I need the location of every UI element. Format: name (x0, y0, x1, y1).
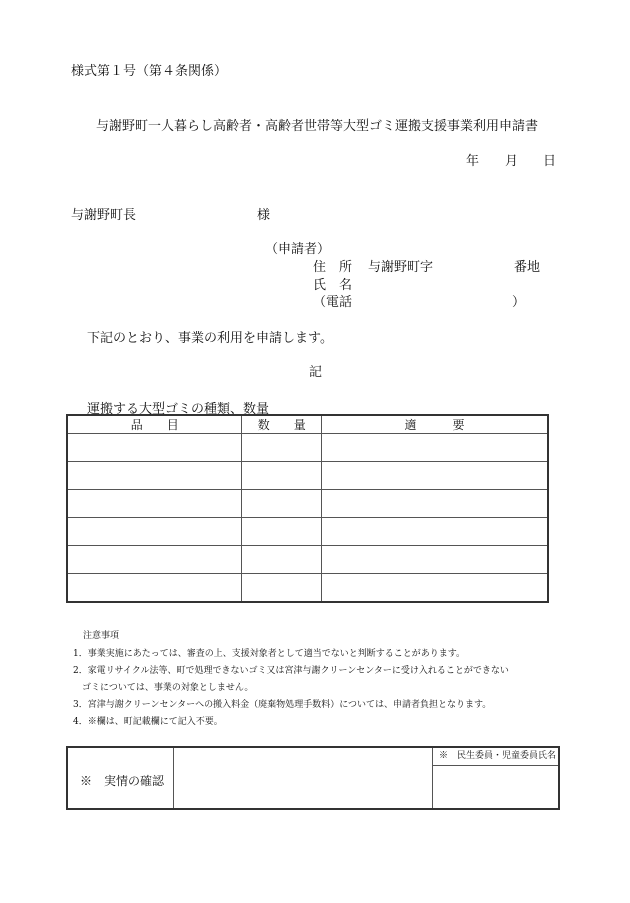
header-quantity: 数 量 (242, 415, 322, 434)
cell-quantity[interactable] (242, 490, 322, 518)
addressee-name: 与謝野町長 (71, 208, 137, 223)
note-item: 1．事業実施にあたっては、審査の上、支援対象者として適当でないと判断することがあります。 (73, 649, 466, 659)
cell-item[interactable] (67, 546, 242, 574)
note-item: 4．※欄は、町記載欄にて記入不要。 (73, 717, 223, 727)
table-row (67, 462, 548, 490)
table-row (67, 434, 548, 462)
date-month: 月 (505, 154, 519, 169)
notes-title: 注意事項 (83, 631, 120, 641)
note-item: 2．家電リサイクル法等、町で処理できないゴミ又は宮津与謝クリーンセンターに受け入れることができない (73, 666, 509, 676)
confirmation-entry-cell[interactable] (174, 748, 433, 808)
note-item: 3．宮津与謝クリーンセンターへの搬入料金（廃棄物処理手数料）については、申請者負担となります。 (73, 700, 492, 710)
cell-quantity[interactable] (242, 574, 322, 603)
cell-item[interactable] (67, 518, 242, 546)
table-row (67, 490, 548, 518)
cell-quantity[interactable] (242, 434, 322, 462)
name-label: 氏 名 (313, 278, 353, 293)
confirmation-label-cell (68, 748, 174, 808)
address-value: 与謝野町字 (368, 260, 434, 275)
cell-remarks[interactable] (321, 434, 548, 462)
date-day: 日 (543, 154, 557, 169)
confirmation-label: ※ 実情の確認 (80, 774, 165, 788)
confirmation-box (66, 746, 560, 810)
statement: 下記のとおり、事業の利用を申請します。 (87, 331, 333, 346)
cell-remarks[interactable] (321, 546, 548, 574)
cell-item[interactable] (67, 434, 242, 462)
cell-item[interactable] (67, 462, 242, 490)
applicant-label: （申請者） (265, 242, 331, 257)
form-number: 様式第１号（第４条関係） (71, 64, 228, 79)
section-title: 運搬する大型ゴミの種類、数量 (87, 402, 270, 417)
table-row (67, 546, 548, 574)
address-label: 住 所 (313, 260, 353, 275)
header-remarks: 適 要 (321, 415, 548, 434)
items-table (66, 414, 549, 603)
cell-remarks[interactable] (321, 518, 548, 546)
cell-remarks[interactable] (321, 574, 548, 603)
document-title: 与謝野町一人暮らし高齢者・高齢者世帯等大型ゴミ運搬支援事業利用申請書 (96, 119, 539, 134)
date-year: 年 (466, 154, 480, 169)
committee-label: ※ 民生委員・児童委員氏名 (433, 748, 558, 766)
cell-item[interactable] (67, 574, 242, 603)
cell-quantity[interactable] (242, 518, 322, 546)
table-header-row (67, 415, 548, 434)
table-row (67, 518, 548, 546)
phone-open: （電話 (313, 295, 353, 310)
addressee-honorific: 様 (257, 208, 271, 223)
cell-item[interactable] (67, 490, 242, 518)
cell-remarks[interactable] (321, 462, 548, 490)
header-item: 品 目 (67, 415, 242, 434)
ki-marker: 記 (309, 365, 323, 380)
committee-cell (433, 748, 558, 808)
cell-remarks[interactable] (321, 490, 548, 518)
cell-quantity[interactable] (242, 462, 322, 490)
phone-close: ） (512, 295, 526, 310)
cell-quantity[interactable] (242, 546, 322, 574)
address-suffix: 番地 (514, 260, 541, 275)
table-row (67, 574, 548, 603)
note-item: ゴミについては、事業の対象としません。 (73, 683, 254, 693)
